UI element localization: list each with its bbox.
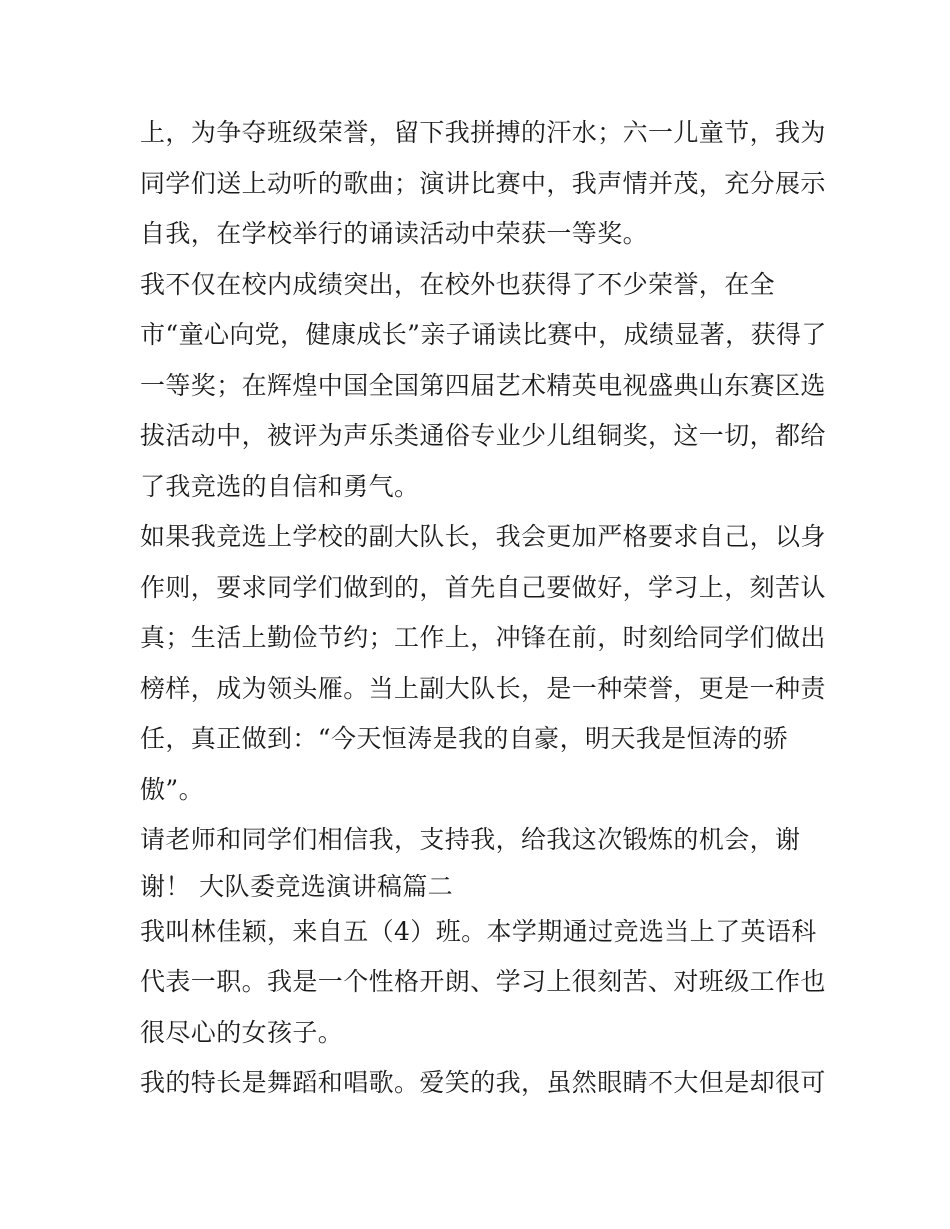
text-line: 市“童心向党，健康成长”亲子诵读比赛中，成绩显著，获得了 (140, 320, 827, 349)
text-line: 我的特长是舞蹈和唱歌。爱笑的我，虽然眼睛不大但是却很可 (140, 1068, 826, 1097)
text-line: 同学们送上动听的歌曲；演讲比赛中，我声情并茂，充分展示 (140, 168, 826, 198)
text-line: 了我竞选的自信和勇气。 (140, 471, 420, 501)
text-line: 上，为争夺班级荣誉，留下我拼搏的汗水；六一儿童节，我为 (140, 118, 826, 147)
text-line: 我叫林佳颖，来自五（4）班。本学期通过竞选当上了英语科 (140, 916, 817, 946)
text-line: 谢！ 大队委竞选演讲稿篇二 (140, 871, 454, 901)
text-line: 一等奖；在辉煌中国全国第四届艺术精英电视盛典山东赛区选 (140, 370, 826, 400)
text-line: 榜样，成为领头雁。当上副大队长，是一种荣誉，更是一种责 (140, 673, 826, 703)
text-line: 任，真正做到：“今天恒涛是我的自豪，明天我是恒涛的骄 (140, 724, 789, 753)
text-line: 拔活动中，被评为声乐类通俗专业少儿组铜奖，这一切，都给 (140, 421, 826, 450)
text-line: 很尽心的女孩子。 (140, 1017, 344, 1047)
text-line: 自我，在学校举行的诵读活动中荣获一等奖。 (140, 219, 649, 248)
text-line: 我不仅在校内成绩突出，在校外也获得了不少荣誉，在全 (140, 269, 776, 299)
text-line: 傲”。 (140, 774, 204, 804)
text-line: 如果我竞选上学校的副大队长，我会更加严格要求自己，以身 (140, 522, 826, 551)
text-line: 请老师和同学们相信我，支持我，给我这次锻炼的机会，谢 (140, 825, 801, 854)
body-text (140, 108, 827, 1109)
text-line: 作则，要求同学们做到的，首先自己要做好，学习上，刻苦认 (140, 572, 826, 602)
text-line: 代表一职。我是一个性格开朗、学习上很刻苦、对班级工作也 (140, 967, 826, 996)
text-line: 真；生活上勤俭节约；工作上，冲锋在前，时刻给同学们做出 (140, 623, 826, 652)
